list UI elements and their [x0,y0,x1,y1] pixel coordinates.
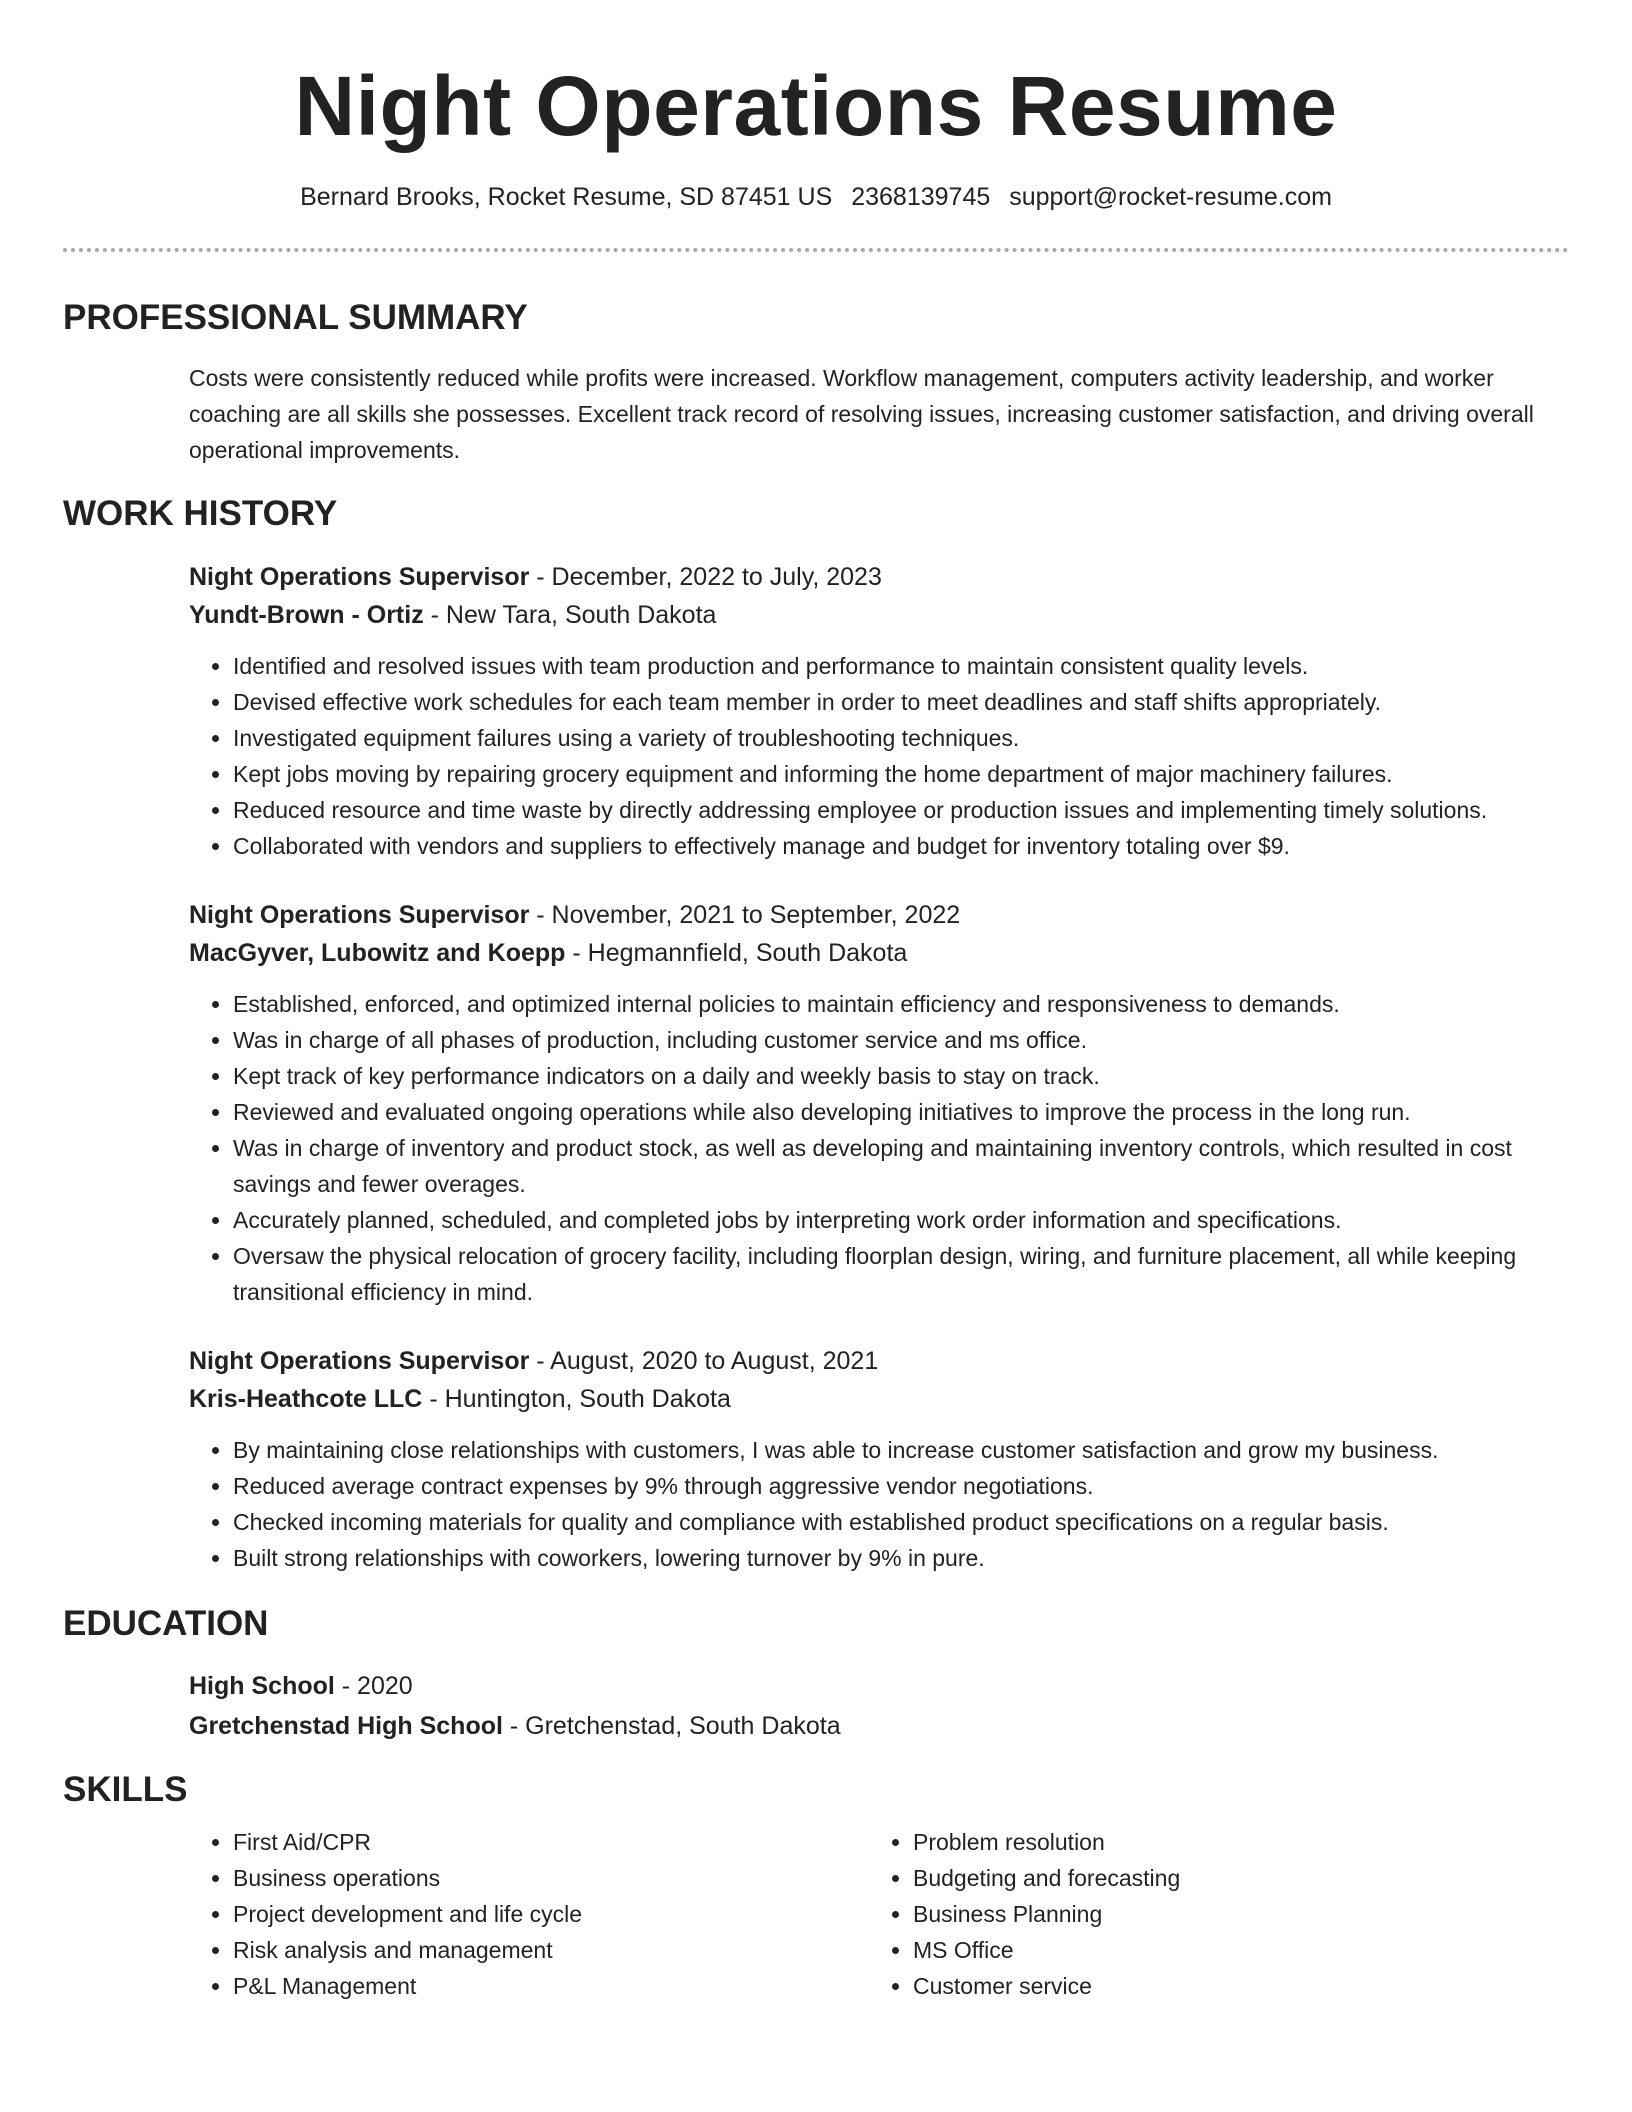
job-location: - New Tara, South Dakota [423,601,717,629]
job-bullet: • Collaborated with vendors and suppliers to effectively manage and budget for inventory totaling over $9. [233,828,1569,864]
job-bullet: • Was in charge of all phases of production, including customer service and ms office. [233,1022,1569,1058]
education-year: - 2020 [334,1672,413,1700]
job-entry [189,1342,1569,1576]
education-degree: High School [189,1672,335,1700]
job-bullet: • Kept jobs moving by repairing grocery equipment and informing the home department of major machinery failures. [233,756,1569,792]
skill-item: • Business operations [233,1860,869,1896]
job-title: Night Operations Supervisor [189,901,530,929]
skills-column-right [869,1824,1549,2004]
education-location: - Gretchenstad, South Dakota [502,1712,841,1740]
job-bullet: • Devised effective work schedules for each team member in order to meet deadlines and staff shifts appropriately. [233,684,1569,720]
skill-item: • MS Office [913,1932,1549,1968]
page-title: Night Operations Resume [294,59,1338,153]
skill-item: • P&L Management [233,1968,869,2004]
job-dates: - August, 2020 to August, 2021 [529,1347,879,1375]
job-title: Night Operations Supervisor [189,1347,530,1375]
job-bullet: • Was in charge of inventory and product stock, as well as developing and maintaining inventory controls, which resulted in cost savings and fewer overages. [233,1130,1569,1202]
skills-list [189,1824,1569,2004]
job-title-line [189,558,1569,596]
summary-heading: PROFESSIONAL SUMMARY [63,298,528,337]
skills-column-left [189,1824,869,2004]
skill-item: • Budgeting and forecasting [913,1860,1549,1896]
contact-email: support@rocket-resume.com [1009,183,1332,211]
job-company: Yundt-Brown - Ortiz [189,601,424,629]
job-bullet: • Investigated equipment failures using a variety of troubleshooting techniques. [233,720,1569,756]
job-bullet: • Reduced average contract expenses by 9% through aggressive vendor negotiations. [233,1468,1569,1504]
skill-item: • Risk analysis and management [233,1932,869,1968]
skill-item: • Customer service [913,1968,1549,2004]
job-dates: - November, 2021 to September, 2022 [529,901,961,929]
job-bullets [189,1432,1569,1576]
summary-text: Costs were consistently reduced while profits were increased. Workflow management, computers activity leadership, and worker coaching are all skills she possesses. Excellent track record of resolving issues, increasing customer satisfaction, and driving overall operational improvements. [189,365,1534,463]
job-bullet: • Identified and resolved issues with team production and performance to maintain consistent quality levels. [233,648,1569,684]
job-title-line [189,1342,1569,1380]
education-entry [189,1666,1569,1746]
job-bullet: • Accurately planned, scheduled, and completed jobs by interpreting work order information and specifications. [233,1202,1569,1238]
contact-address: Bernard Brooks, Rocket Resume, SD 87451 US [300,183,833,211]
education-degree-line [189,1666,1569,1706]
job-bullet: • Built strong relationships with coworkers, lowering turnover by 9% in pure. [233,1540,1569,1576]
job-bullet: • Checked incoming materials for quality and compliance with established product specifications on a regular basis. [233,1504,1569,1540]
header-divider [63,248,1569,252]
job-bullet: • Kept track of key performance indicators on a daily and weekly basis to stay on track. [233,1058,1569,1094]
job-company: MacGyver, Lubowitz and Koepp [189,939,566,967]
job-entry [189,896,1569,1310]
job-company-line [189,934,1569,972]
job-company: Kris-Heathcote LLC [189,1385,423,1413]
skill-item: • First Aid/CPR [233,1824,869,1860]
contact-phone: 2368139745 [851,183,991,211]
job-bullet: • Reviewed and evaluated ongoing operations while also developing initiatives to improve the process in the long run. [233,1094,1569,1130]
job-title: Night Operations Supervisor [189,563,530,591]
skill-item: • Business Planning [913,1896,1549,1932]
job-bullet: • Established, enforced, and optimized internal policies to maintain efficiency and responsiveness to demands. [233,986,1569,1022]
job-bullets [189,986,1569,1310]
education-school-line [189,1706,1569,1746]
job-company-line [189,596,1569,634]
skill-item: • Problem resolution [913,1824,1549,1860]
contact-line [63,182,1569,212]
education-school: Gretchenstad High School [189,1712,503,1740]
skills-heading: SKILLS [63,1770,188,1809]
job-bullets [189,648,1569,864]
job-company-line [189,1380,1569,1418]
job-location: - Hegmannfield, South Dakota [565,939,908,967]
job-bullet: • By maintaining close relationships with customers, I was able to increase customer satisfaction and grow my business. [233,1432,1569,1468]
job-dates: - December, 2022 to July, 2023 [529,563,882,591]
education-heading: EDUCATION [63,1604,269,1643]
job-entry [189,558,1569,864]
job-bullet: • Oversaw the physical relocation of grocery facility, including floorplan design, wiring, and furniture placement, all while keeping transitional efficiency in mind. [233,1238,1569,1310]
skill-item: • Project development and life cycle [233,1896,869,1932]
work-history-heading: WORK HISTORY [63,494,338,533]
job-location: - Huntington, South Dakota [422,1385,731,1413]
job-title-line [189,896,1569,934]
job-bullet: • Reduced resource and time waste by directly addressing employee or production issues and implementing timely solutions. [233,792,1569,828]
